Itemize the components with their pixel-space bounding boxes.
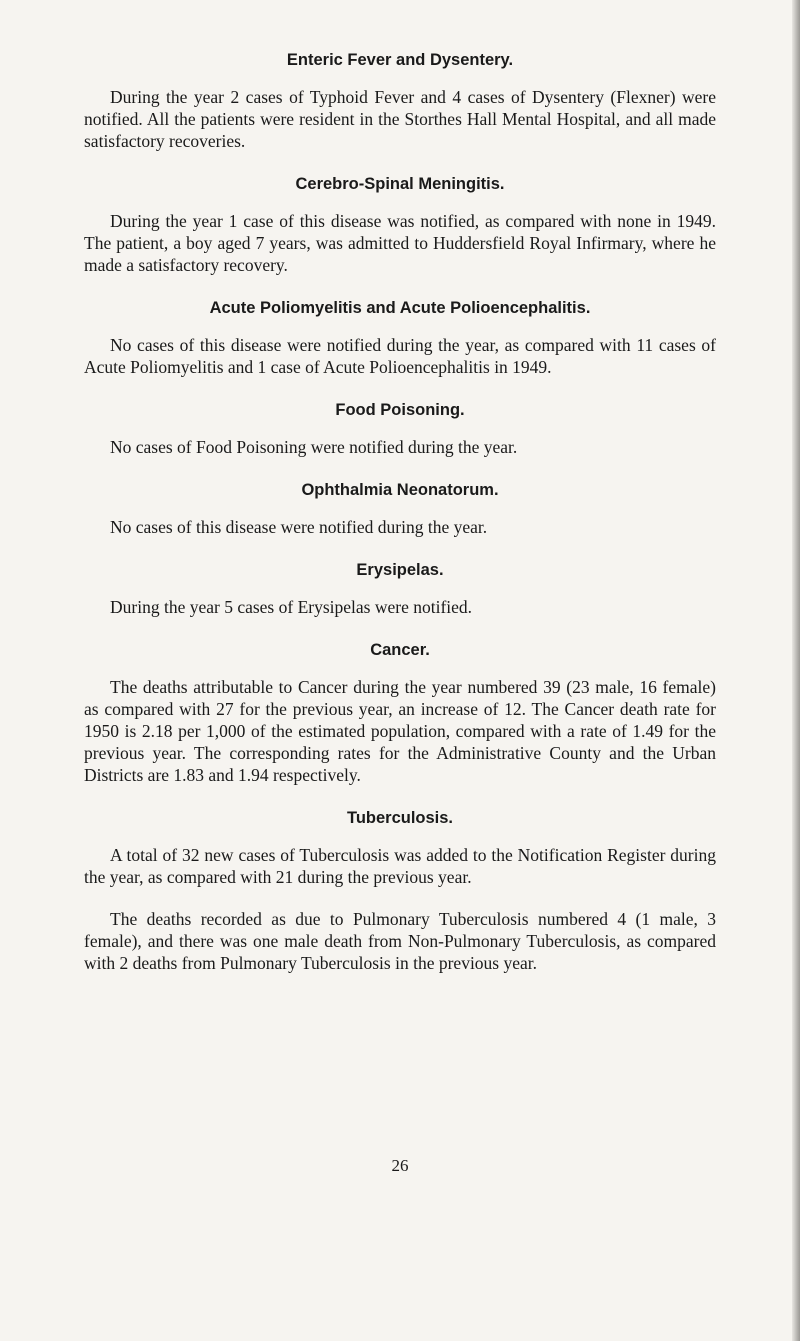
page-edge-shadow [792, 0, 800, 1341]
section-heading-enteric-fever: Enteric Fever and Dysentery. [286, 51, 514, 69]
paragraph-enteric-fever: During the year 2 cases of Typhoid Fever and 4 cases of Dysentery (Flexner) were notified. All the patients were resident in the Storthes Hall Mental Hospital, and all made satisfactory recoveries. [84, 87, 716, 151]
paragraph-poliomyelitis: No cases of this disease were notified during the year, as compared with 11 cases of Acute Poliomyelitis and 1 case of Acute Polioencephalitis in 1949. [84, 335, 716, 377]
paragraph-tuberculosis-cases: A total of 32 new cases of Tuberculosis was added to the Notification Register during the year, as compared with 21 during the previous year. [84, 845, 716, 887]
paragraph-food-poisoning: No cases of Food Poisoning were notified during the year. [110, 437, 518, 457]
paragraph-meningitis: During the year 1 case of this disease was notified, as compared with none in 1949. The patient, a boy aged 7 years, was admitted to Huddersfield Royal Infirmary, where he made a satisfactory recovery. [84, 211, 716, 275]
section-heading-meningitis: Cerebro-Spinal Meningitis. [295, 175, 505, 193]
document-body [84, 48, 716, 974]
section-heading-food-poisoning: Food Poisoning. [335, 401, 465, 419]
section-heading-cancer: Cancer. [370, 641, 430, 659]
paragraph-tuberculosis-deaths: The deaths recorded as due to Pulmonary Tuberculosis numbered 4 (1 male, 3 female), and there was one male death from Non-Pulmonary Tuberculosis, as compared with 2 deaths from Pulmonary Tuberculosis in the previous year. [84, 909, 716, 973]
paragraph-erysipelas: During the year 5 cases of Erysipelas were notified. [110, 597, 473, 617]
section-heading-ophthalmia: Ophthalmia Neonatorum. [301, 481, 499, 499]
paragraph-cancer: The deaths attributable to Cancer during the year numbered 39 (23 male, 16 female) as compared with 27 for the previous year, an increase of 12. The Cancer death rate for 1950 is 2.18 per 1,000 of the estimated population, compared with a rate of 1.49 for the previous year. The corresponding rates for the Administrative County and the Urban Districts are 1.83 and 1.94 respectively. [84, 677, 716, 785]
section-heading-tuberculosis: Tuberculosis. [346, 809, 454, 827]
page-number: 26 [391, 1156, 409, 1175]
section-heading-erysipelas: Erysipelas. [356, 561, 444, 579]
section-heading-poliomyelitis: Acute Poliomyelitis and Acute Polioencephalitis. [209, 299, 591, 317]
paragraph-ophthalmia: No cases of this disease were notified during the year. [110, 517, 488, 537]
